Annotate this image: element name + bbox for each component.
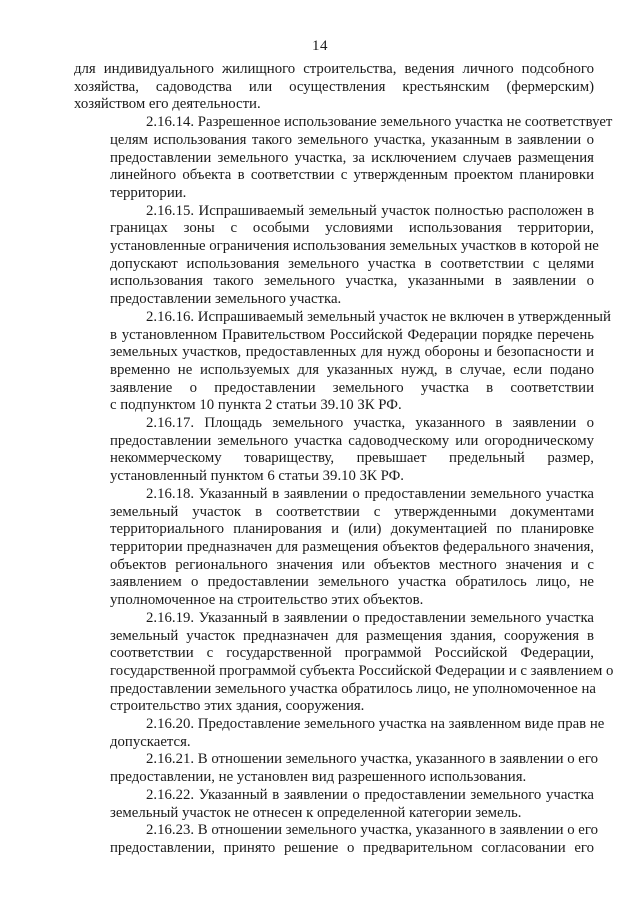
text-line: территориального планирования и (или) документацией по планировке bbox=[110, 521, 594, 538]
text-line: границах зоны с особыми условиями использования территории, bbox=[110, 220, 594, 237]
text-line: хозяйства, садоводства или осуществления крестьянским (фермерским) bbox=[74, 78, 594, 95]
text-line: предоставлении земельного участка, за исключением случаев размещения bbox=[110, 149, 594, 166]
text-line: 2.16.19. Указанный в заявлении о предоставлении земельного участка bbox=[146, 609, 594, 626]
text-line: некоммерческому товариществу, превышает предельный размер, bbox=[110, 450, 594, 467]
text-line: установленные ограничения использования земельных участков в которой не bbox=[110, 238, 599, 255]
text-line: для индивидуального жилищного строительства, ведения личного подсобного bbox=[74, 61, 594, 77]
text-line: соответствии с государственной программой Российской Федерации, bbox=[110, 645, 594, 662]
paragraph-2-16-16 bbox=[74, 308, 611, 415]
text-line: временно не используемых для указанных нужд, в случае, если подано bbox=[110, 361, 594, 378]
text-line: земельных участков, предоставленных для нужд обороны и безопасности и bbox=[110, 344, 594, 361]
paragraph-2-16-14 bbox=[74, 114, 613, 203]
paragraph-2-16-22 bbox=[74, 787, 594, 822]
paragraph-2-16-19 bbox=[74, 609, 614, 716]
document-body bbox=[74, 61, 614, 858]
text-line: 2.16.14. Разрешенное использование земельного участка не соответствует bbox=[146, 114, 613, 131]
text-line: 2.16.23. В отношении земельного участка, указанного в заявлении о его bbox=[146, 822, 598, 839]
text-line: территории. bbox=[110, 184, 187, 201]
text-line: целям использования такого земельного участка, указанным в заявлении о bbox=[110, 131, 594, 148]
page-number: 14 bbox=[312, 38, 328, 54]
text-line: 2.16.18. Указанный в заявлении о предоставлении земельного участка bbox=[146, 485, 594, 502]
text-line: государственной программой субъекта Российской Федерации и с заявлением о bbox=[110, 662, 614, 679]
text-line: предоставлении земельного участка обратилось лицо, не уполномоченное на bbox=[110, 680, 596, 697]
text-line: допускают использования земельного участка в соответствии с целями bbox=[110, 255, 594, 272]
text-line: в установленном Правительством Российской Федерации порядке перечень bbox=[110, 326, 594, 343]
text-line: объектов регионального значения или объектов местного значения и с bbox=[110, 556, 594, 573]
text-line: установленный пунктом 6 статьи 39.10 ЗК РФ. bbox=[110, 468, 404, 485]
text-line: с подпунктом 10 пункта 2 статьи 39.10 ЗК РФ. bbox=[110, 397, 402, 414]
text-line: допускается. bbox=[110, 733, 191, 750]
paragraph-2-16-20 bbox=[74, 716, 605, 751]
text-line: 2.16.15. Испрашиваемый земельный участок полностью расположен в bbox=[146, 202, 594, 219]
text-line: заявлением о предоставлении земельного участка обратилось лицо, не bbox=[110, 574, 594, 591]
text-line: 2.16.17. Площадь земельного участка, указанного в заявлении о bbox=[146, 415, 594, 432]
text-line: 2.16.21. В отношении земельного участка, указанного в заявлении о его bbox=[146, 751, 598, 768]
text-line: строительство этих здания, сооружения. bbox=[110, 698, 365, 715]
paragraph-2-16-21 bbox=[74, 751, 598, 786]
text-line: 2.16.16. Испрашиваемый земельный участок не включен в утвержденный bbox=[146, 308, 611, 325]
text-line: земельный участок предназначен для размещения здания, сооружения в bbox=[110, 627, 594, 644]
text-line: территории предназначен для размещения объектов федерального значения, bbox=[110, 538, 594, 555]
text-line: земельный участок не отнесен к определенной категории земель. bbox=[110, 804, 522, 821]
text-line: заявление о предоставлении земельного участка в соответствии bbox=[110, 379, 594, 396]
paragraph-2-16-17 bbox=[74, 415, 594, 486]
text-line: 2.16.20. Предоставление земельного участка на заявленном виде прав не bbox=[146, 716, 605, 733]
text-line: земельный участок в соответствии с утвержденными документами bbox=[110, 503, 594, 520]
paragraph-2-16-15 bbox=[74, 202, 599, 309]
text-line: предоставлении, принято решение о предварительном согласовании его bbox=[110, 839, 594, 856]
text-line: уполномоченное на строительство этих объектов. bbox=[110, 592, 424, 609]
text-line: 2.16.22. Указанный в заявлении о предоставлении земельного участка bbox=[146, 786, 594, 803]
text-line: использования такого земельного участка, указанными в заявлении о bbox=[110, 273, 594, 290]
text-line: предоставлении земельного участка садоводческому или огородническому bbox=[110, 432, 594, 449]
text-line: предоставлении, не установлен вид разрешенного использования. bbox=[110, 769, 527, 786]
text-line: предоставлении земельного участка. bbox=[110, 291, 342, 308]
paragraph-2-16-23 bbox=[74, 822, 598, 857]
paragraph-2-16-18 bbox=[74, 486, 594, 610]
text-line: хозяйством его деятельности. bbox=[74, 96, 261, 113]
text-line: линейного объекта в соответствии с утвержденным проектом планировки bbox=[110, 167, 594, 184]
paragraph-cont bbox=[74, 61, 594, 114]
